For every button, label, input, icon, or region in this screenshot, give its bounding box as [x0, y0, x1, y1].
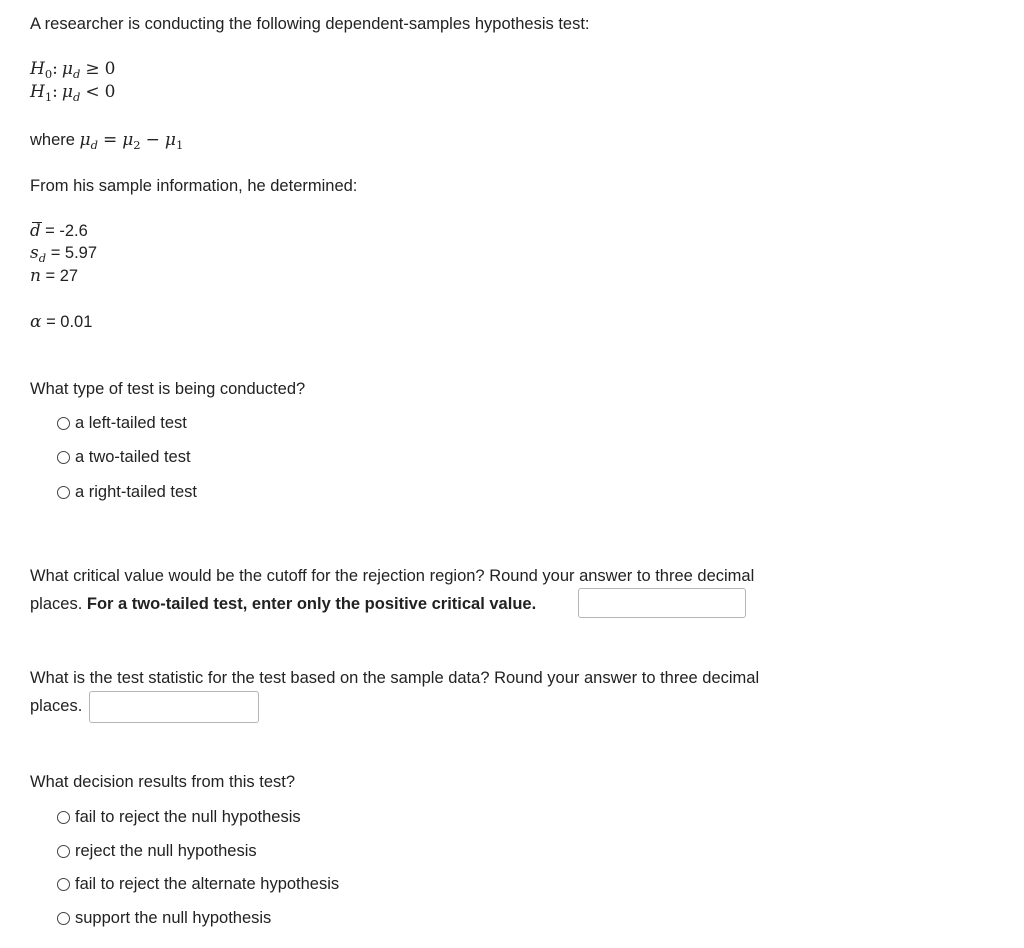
h0-symbol: H [30, 59, 45, 79]
option-label: fail to reject the null hypothesis [75, 808, 301, 826]
alpha-symbol: α [30, 312, 42, 332]
where-mu1-subscript: 1 [175, 138, 184, 152]
radio-button[interactable] [57, 878, 70, 891]
q1-question: What type of test is being conducted? [30, 380, 306, 398]
q1-option-right-tailed[interactable] [57, 481, 197, 503]
where-mu-subscript: d [90, 138, 98, 152]
h1-mu: μ [61, 82, 73, 102]
q4-option-support-null[interactable] [57, 907, 271, 929]
alpha-value: = 0.01 [41, 313, 93, 331]
critical-value-input[interactable] [578, 588, 746, 618]
option-label: support the null hypothesis [75, 909, 272, 927]
q3-question-line2: places. [30, 697, 83, 715]
n-symbol: n [30, 266, 41, 286]
radio-button[interactable] [57, 912, 70, 925]
alternate-hypothesis [30, 81, 115, 108]
sd-subscript: d [38, 251, 47, 265]
h1-value: 0 [104, 82, 116, 102]
sd-symbol: s [30, 243, 39, 263]
h0-operator: ≥ [85, 59, 100, 79]
where-mu: μ [79, 130, 91, 150]
where-mu2-subscript: 2 [133, 138, 141, 152]
q2-question-line1: What critical value would be the cutoff for the rejection region? Round your answer to three decimal [30, 567, 755, 585]
intro-text: A researcher is conducting the following dependent-samples hypothesis test: [30, 15, 590, 33]
option-label: a two-tailed test [75, 448, 191, 466]
q3-question-line1: What is the test statistic for the test based on the sample data? Round your answer to three decimal [30, 669, 760, 687]
option-label: a right-tailed test [75, 483, 197, 501]
q2-bold-instruction: For a two-tailed test, enter only the positive critical value. [86, 595, 537, 613]
where-definition [30, 129, 183, 156]
h0-mu: μ [61, 59, 73, 79]
where-equals: = [102, 130, 118, 150]
n-value: = 27 [40, 267, 79, 285]
dbar-value: = -2.6 [40, 222, 88, 240]
h1-mu-subscript: d [72, 90, 81, 104]
option-label: a left-tailed test [75, 414, 187, 432]
where-label: where [30, 131, 75, 149]
h0-colon: : [52, 59, 58, 79]
radio-button[interactable] [57, 417, 70, 430]
radio-button[interactable] [57, 811, 70, 824]
q4-option-reject-null[interactable] [57, 840, 257, 862]
test-statistic-input[interactable] [89, 691, 259, 723]
where-mu2: μ [122, 130, 134, 150]
sample-mean-diff [30, 220, 88, 242]
q4-question: What decision results from this test? [30, 773, 296, 791]
q1-option-two-tailed[interactable] [57, 446, 191, 468]
h1-subscript: 1 [44, 90, 53, 104]
sample-size [30, 265, 78, 287]
where-mu1: μ [164, 130, 176, 150]
q2-question-line2 [30, 593, 536, 615]
radio-button[interactable] [57, 486, 70, 499]
q4-option-fail-reject-alternate[interactable] [57, 873, 339, 895]
sd-value: = 5.97 [46, 244, 98, 262]
q4-option-fail-reject-null[interactable] [57, 806, 301, 828]
h1-symbol: H [30, 82, 45, 102]
dbar-symbol: d [30, 221, 41, 240]
q1-option-left-tailed[interactable] [57, 412, 187, 434]
h0-value: 0 [104, 59, 116, 79]
option-label: reject the null hypothesis [75, 842, 257, 860]
significance-level [30, 311, 92, 333]
h1-colon: : [52, 82, 58, 102]
radio-button[interactable] [57, 845, 70, 858]
q2-plain-text: places. [30, 595, 87, 613]
h0-subscript: 0 [44, 67, 53, 81]
h0-mu-subscript: d [72, 67, 81, 81]
where-minus: − [145, 130, 160, 150]
sample-intro: From his sample information, he determined: [30, 177, 358, 195]
h1-operator: < [85, 82, 100, 102]
radio-button[interactable] [57, 451, 70, 464]
option-label: fail to reject the alternate hypothesis [75, 875, 340, 893]
